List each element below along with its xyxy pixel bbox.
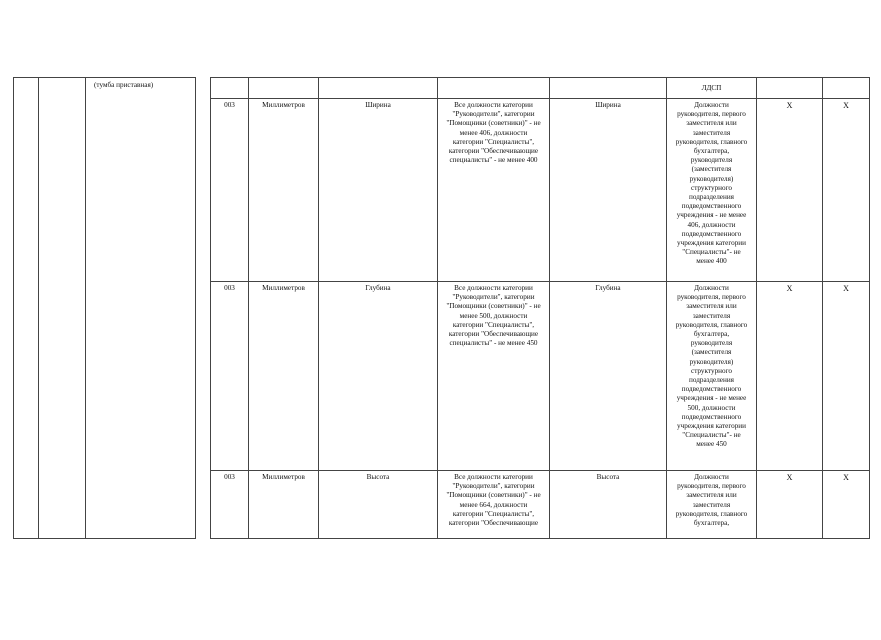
- row-code: 003: [211, 282, 249, 471]
- header-characteristic: [319, 78, 438, 99]
- row-requirement: [438, 471, 550, 539]
- material-value: ЛДСП: [701, 84, 722, 92]
- row-mark1: X: [757, 99, 823, 282]
- row-characteristic: Глубина: [319, 282, 438, 471]
- header-mark2: [823, 78, 870, 99]
- row-unit: Миллиметров: [249, 99, 319, 282]
- row-characteristic: [319, 471, 438, 539]
- item-name-cell: [86, 78, 196, 539]
- row-unit: [249, 471, 319, 539]
- row-characteristic-text: Высота: [366, 473, 390, 481]
- row-mark2: X: [823, 99, 870, 282]
- header-characteristic2: [550, 78, 667, 99]
- col-blank-2: [39, 78, 86, 539]
- row-requirement2-text: Должности руководителя, первого заместителя или заместителя руководителя, главного бухгалтера,: [675, 473, 748, 528]
- row-mark1: X: [757, 282, 823, 471]
- header-requirement: [438, 78, 550, 99]
- header-mark1: [757, 78, 823, 99]
- row-characteristic2: Глубина: [550, 282, 667, 471]
- header-material: [667, 78, 757, 99]
- row-mark2: X: [823, 282, 870, 471]
- row-requirement2: Должности руководителя, первого заместителя или заместителя руководителя, главного бухгалтера, руководителя (заместителя руководителя) структурного подразделения подведомственного учреждения - не менее 406, должности подведомственного учреждения категории "Специалисты"- не менее 400: [667, 99, 757, 282]
- row-mark1-text: X: [786, 473, 793, 482]
- characteristics-table: [13, 77, 870, 539]
- row-mark1: [757, 471, 823, 539]
- row-unit: Миллиметров: [249, 282, 319, 471]
- col-blank-1: [14, 78, 39, 539]
- row-characteristic2: Ширина: [550, 99, 667, 282]
- header-row: [14, 78, 870, 99]
- row-characteristic2: [550, 471, 667, 539]
- row-requirement: Все должности категории "Руководители", категории "Помощники (советники)" - не менее 500, должности категории "Специалисты", категории "Обеспечивающие специалисты" - не менее 450: [438, 282, 550, 471]
- row-mark2: [823, 471, 870, 539]
- row-requirement2: [667, 471, 757, 539]
- row-mark2-text: X: [843, 473, 849, 482]
- row-requirement: Все должности категории "Руководители", категории "Помощники (советники)" - не менее 406, должности категории "Специалисты", категории "Обеспечивающие специалисты" - не менее 400: [438, 99, 550, 282]
- row-unit-text: Миллиметров: [262, 473, 305, 481]
- row-code-text: 003: [224, 473, 235, 481]
- col-blank-3: [196, 78, 211, 539]
- header-code: [211, 78, 249, 99]
- row-requirement2: Должности руководителя, первого заместителя или заместителя руководителя, главного бухгалтера, руководителя (заместителя руководителя) структурного подразделения подведомственного учреждения - не менее 500, должности подведомственного учреждения категории "Специалисты"- не менее 450: [667, 282, 757, 471]
- header-unit: [249, 78, 319, 99]
- row-requirement-text: Все должности категории "Руководители", категории "Помощники (советники)" - не менее 664, должности категории "Специалисты", категории "Обеспечивающие: [446, 473, 541, 528]
- row-code: [211, 471, 249, 539]
- row-code: 003: [211, 99, 249, 282]
- row-characteristic2-text: Высота: [596, 473, 620, 481]
- item-name: (тумба приставная): [94, 81, 154, 89]
- row-characteristic: Ширина: [319, 99, 438, 282]
